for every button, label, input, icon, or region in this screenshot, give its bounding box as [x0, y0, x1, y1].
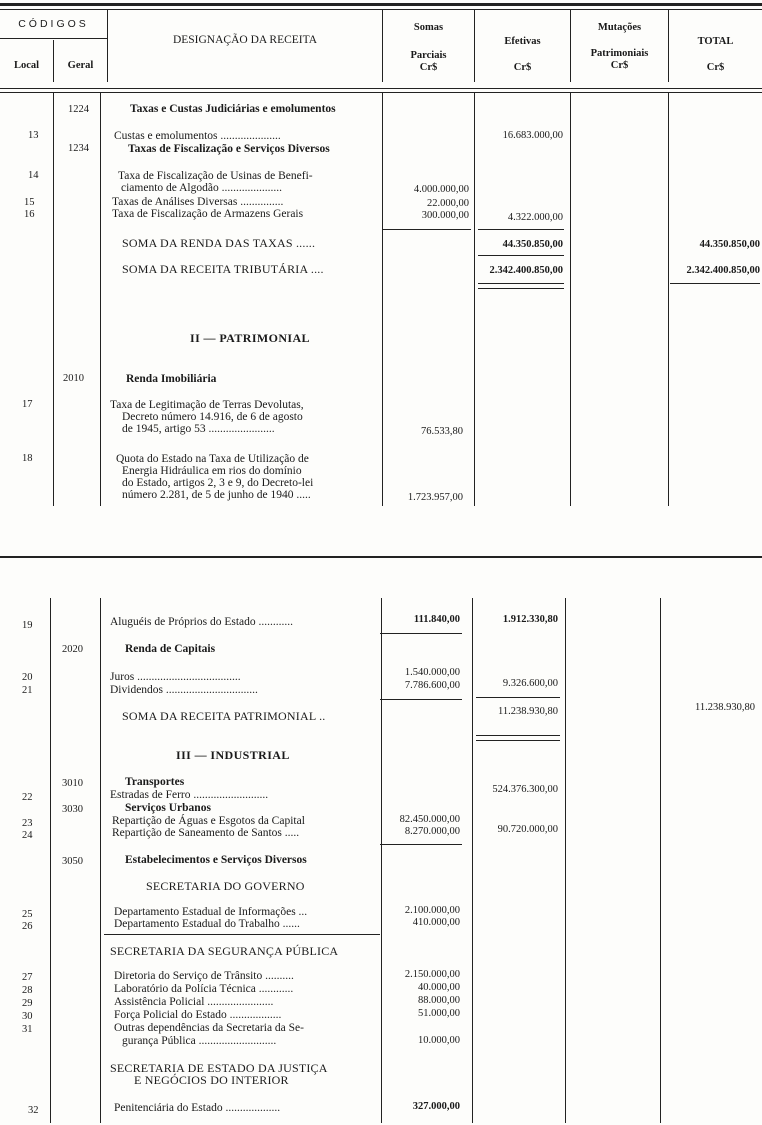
header-bottom-rule [0, 88, 762, 89]
divider-rule [104, 934, 380, 935]
code-geral: 1224 [68, 104, 89, 115]
value-total: 2.342.400.850,00 [686, 265, 760, 276]
value-parciais: 1.540.000,00 [404, 667, 460, 678]
group-heading: Renda Imobiliária [126, 373, 217, 385]
sum-rule [380, 844, 462, 845]
item-label: Taxa de Legitimação de Terras Devolutas, [110, 399, 304, 411]
code-local: 18 [22, 453, 33, 464]
value-efetivas: 524.376.300,00 [492, 784, 558, 795]
designacao-header: DESIGNAÇÃO DA RECEITA [172, 34, 318, 46]
total-header: TOTAL [697, 36, 734, 47]
sum-rule [670, 283, 760, 284]
value-total: 44.350.850,00 [699, 239, 760, 250]
code-geral: 3030 [62, 804, 83, 815]
item-label: de 1945, artigo 53 ....................... [122, 423, 275, 435]
bottom-col-efetivas [472, 598, 473, 1123]
group-heading: Transportes [125, 776, 185, 788]
code-local: 20 [22, 672, 33, 683]
code-geral: 1234 [68, 143, 89, 154]
sum-label: SOMA DA RECEITA TRIBUTÁRIA .... [122, 262, 324, 276]
mutacoes-unit: Cr$ [610, 60, 629, 71]
item-label: Outras dependências da Secretaria da Se- [114, 1022, 304, 1034]
value-parciais: 111.840,00 [413, 614, 460, 625]
value-efetivas: 44.350.850,00 [502, 239, 563, 250]
geral-header: Geral [67, 60, 94, 71]
item-label: Dividendos ................................ [110, 684, 258, 696]
sum-rule [478, 283, 564, 284]
item-label: gurança Pública ........................... [122, 1035, 277, 1047]
item-label: Departamento Estadual do Trabalho ...... [114, 918, 300, 930]
code-local: 24 [22, 830, 33, 841]
sum-rule [478, 229, 564, 230]
subsection-heading: SECRETARIA DO GOVERNO [146, 879, 305, 893]
code-geral: 2010 [63, 373, 84, 384]
top-col-parciais [382, 93, 383, 506]
bottom-col-total [660, 598, 661, 1123]
value-parciais: 51.000,00 [418, 1008, 460, 1019]
patrimoniais-header: Patrimoniais [590, 48, 649, 59]
somas-header: Somas [413, 22, 444, 33]
item-label: Quota do Estado na Taxa de Utilização de [116, 453, 309, 465]
group-heading: Estabelecimentos e Serviços Diversos [125, 854, 307, 866]
item-label: Assistência Policial ....................... [114, 996, 274, 1008]
value-parciais: 300.000,00 [421, 210, 469, 221]
top-col-geral [100, 93, 101, 506]
top-rule-thin [0, 9, 762, 10]
item-label: Taxa de Fiscalização de Armazens Gerais [112, 208, 304, 220]
page-break-rule [0, 556, 762, 558]
value-parciais: 88.000,00 [418, 995, 460, 1006]
item-label: Repartição de Saneamento de Santos ..... [112, 827, 300, 839]
value-efetivas: 16.683.000,00 [502, 130, 563, 141]
code-local: 17 [22, 399, 33, 410]
item-label: do Estado, artigos 2, 3 e 9, do Decreto-lei [122, 477, 314, 489]
code-local: 21 [22, 685, 33, 696]
code-geral: 3010 [62, 778, 83, 789]
code-local: 15 [24, 197, 35, 208]
value-parciais: 10.000,00 [418, 1035, 460, 1046]
sum-rule [476, 740, 560, 741]
item-label: Taxa de Fiscalização de Usinas de Benefi- [118, 170, 313, 182]
top-rule [0, 3, 762, 6]
top-col-efetivas [474, 93, 475, 506]
value-efetivas: 1.912.330,80 [502, 614, 558, 625]
group-heading: Taxas de Fiscalização e Serviços Diversos [128, 143, 330, 155]
sum-rule [383, 229, 471, 230]
section-heading: II — PATRIMONIAL [190, 331, 310, 345]
value-parciais: 40.000,00 [418, 982, 460, 993]
codigos-underline [0, 38, 107, 39]
group-heading: Renda de Capitais [125, 643, 216, 655]
item-label: Diretoria do Serviço de Trânsito .......... [114, 970, 294, 982]
item-label: Repartição de Águas e Esgotos da Capital [112, 815, 305, 827]
value-parciais: 76.533,80 [421, 426, 463, 437]
item-label: Laboratório da Polícia Técnica ............ [114, 983, 294, 995]
value-parciais: 7.786.600,00 [404, 680, 460, 691]
code-local: 31 [22, 1024, 33, 1035]
code-geral: 2020 [62, 644, 83, 655]
value-parciais: 2.150.000,00 [404, 969, 460, 980]
value-parciais: 410.000,00 [412, 917, 460, 928]
value-efetivas: 90.720.000,00 [497, 824, 558, 835]
code-local: 14 [28, 170, 39, 181]
code-local: 26 [22, 921, 33, 932]
code-local: 19 [22, 620, 33, 631]
item-label: Penitenciária do Estado ................... [114, 1102, 281, 1114]
sum-rule [476, 697, 560, 698]
code-local: 30 [22, 1011, 33, 1022]
subsection-heading: E NEGÓCIOS DO INTERIOR [134, 1073, 289, 1087]
item-label: Aluguéis de Próprios do Estado ............ [110, 616, 294, 628]
value-parciais: 2.100.000,00 [404, 905, 460, 916]
value-efetivas: 4.322.000,00 [507, 212, 563, 223]
code-local: 16 [24, 209, 35, 220]
value-parciais: 8.270.000,00 [404, 826, 460, 837]
code-local: 27 [22, 972, 33, 983]
value-parciais: 82.450.000,00 [399, 814, 460, 825]
total-unit: Cr$ [706, 62, 725, 73]
parciais-header: Parciais [410, 50, 447, 61]
item-label: Taxas de Análises Diversas ............... [112, 196, 284, 208]
item-label: Custas e emolumentos ..................... [114, 130, 281, 142]
code-local: 23 [22, 818, 33, 829]
value-parciais: 1.723.957,00 [407, 492, 463, 503]
item-label: número 2.281, de 5 de junho de 1940 ..... [122, 489, 311, 501]
sum-label: SOMA DA RENDA DAS TAXAS ...... [122, 236, 316, 250]
efetivas-unit: Cr$ [513, 62, 532, 73]
value-efetivas: 2.342.400.850,00 [489, 265, 563, 276]
section-heading: III — INDUSTRIAL [176, 748, 290, 762]
top-col-local [53, 93, 54, 506]
sum-rule [380, 699, 462, 700]
bottom-col-local [50, 598, 51, 1123]
local-header: Local [13, 60, 40, 71]
code-local: 22 [22, 792, 33, 803]
efetivas-header: Efetivas [504, 36, 541, 47]
item-label: ciamento de Algodão ..................... [121, 182, 282, 194]
value-total: 11.238.930,80 [695, 702, 755, 713]
code-local: 28 [22, 985, 33, 996]
sum-rule [380, 633, 462, 634]
value-parciais: 327.000,00 [412, 1101, 460, 1112]
sum-rule [478, 288, 564, 289]
sum-rule [478, 255, 564, 256]
sum-rule [476, 735, 560, 736]
value-efetivas: 9.326.600,00 [502, 678, 558, 689]
bottom-col-mutacoes [565, 598, 566, 1123]
value-parciais: 4.000.000,00 [413, 184, 469, 195]
top-col-mutacoes [570, 93, 571, 506]
item-label: Estradas de Ferro .......................... [110, 789, 269, 801]
codigos-header: CÓDIGOS [18, 18, 89, 30]
subsection-heading: SECRETARIA DE ESTADO DA JUSTIÇA [110, 1061, 328, 1075]
col-sep-geral [107, 10, 108, 82]
subsection-heading: SECRETARIA DA SEGURANÇA PÚBLICA [110, 944, 339, 958]
mutacoes-header: Mutações [597, 22, 642, 33]
top-col-total [668, 93, 669, 506]
group-heading: Taxas e Custas Judiciárias e emolumentos [130, 103, 336, 115]
group-heading: Serviços Urbanos [125, 802, 211, 814]
item-label: Força Policial do Estado .................. [114, 1009, 282, 1021]
code-local: 25 [22, 909, 33, 920]
parciais-unit: Cr$ [419, 62, 438, 73]
value-efetivas: 11.238.930,80 [498, 706, 558, 717]
item-label: Energia Hidráulica em rios do domínio [122, 465, 302, 477]
item-label: Decreto número 14.916, de 6 de agosto [122, 411, 303, 423]
code-geral: 3050 [62, 856, 83, 867]
sum-label: SOMA DA RECEITA PATRIMONIAL .. [122, 709, 326, 723]
code-local: 29 [22, 998, 33, 1009]
item-label: Departamento Estadual de Informações ... [114, 906, 308, 918]
item-label: Juros .................................... [110, 671, 241, 683]
bottom-col-geral [100, 598, 101, 1123]
code-local: 32 [28, 1105, 39, 1116]
header-bottom-rule-2 [0, 92, 762, 93]
value-parciais: 22.000,00 [427, 198, 469, 209]
code-local: 13 [28, 130, 39, 141]
